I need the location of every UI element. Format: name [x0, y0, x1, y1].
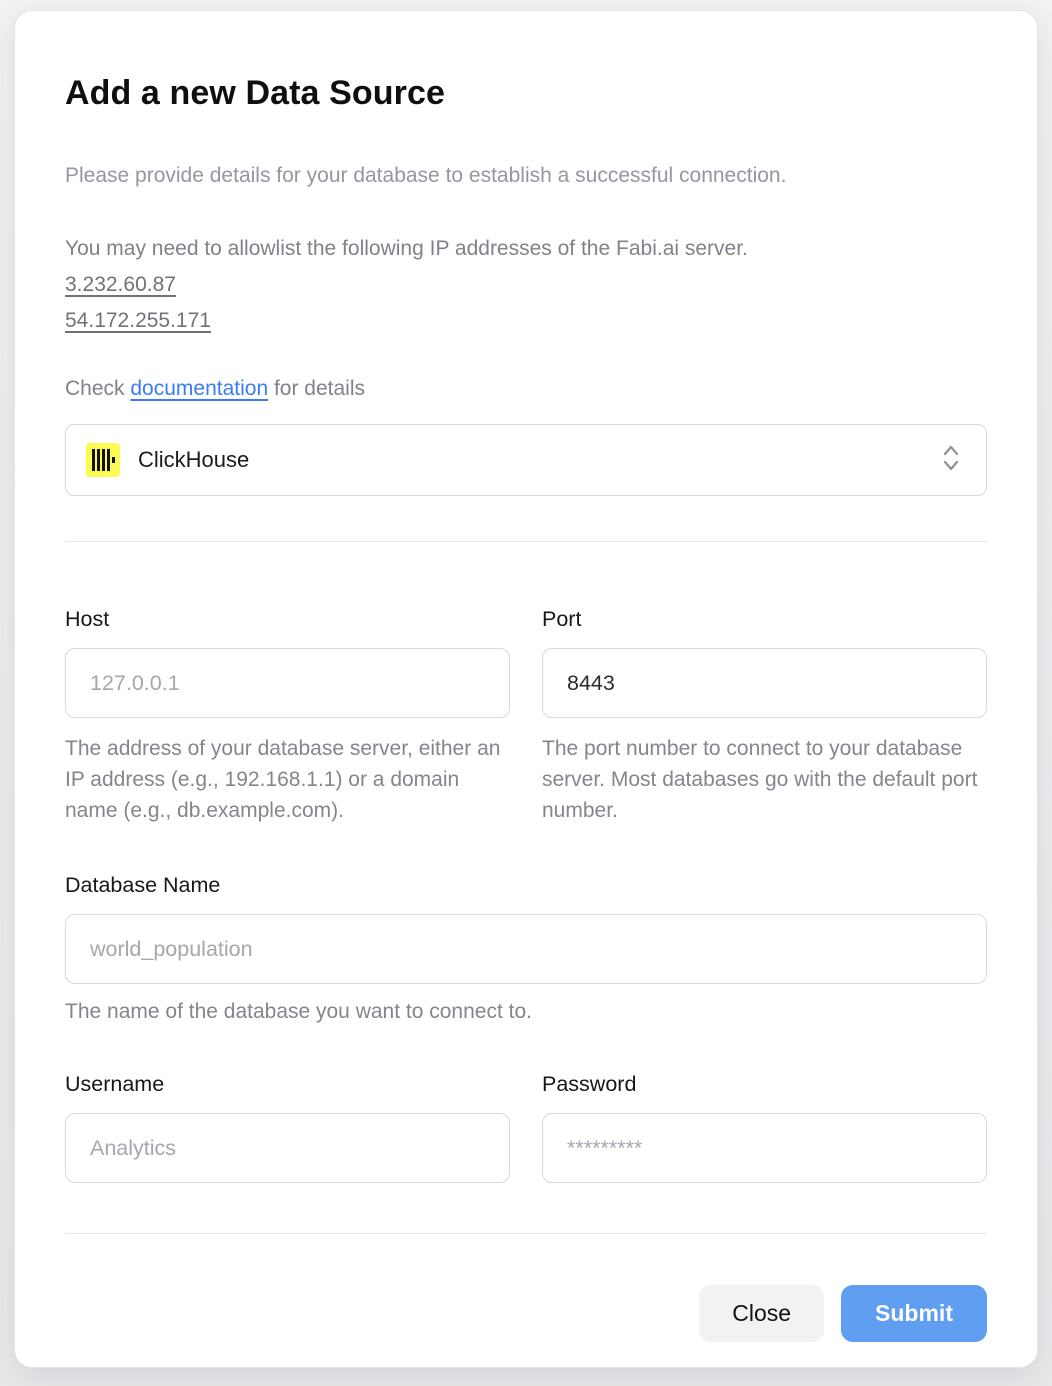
chevron-updown-icon — [940, 443, 962, 478]
documentation-link[interactable]: documentation — [130, 377, 269, 401]
database-name-input[interactable] — [65, 914, 987, 984]
allowlist-note: You may need to allowlist the following IP addresses of the Fabi.ai server. — [65, 237, 748, 261]
documentation-line — [65, 375, 987, 402]
page-title: Add a new Data Source — [65, 74, 445, 112]
password-field-group — [542, 1071, 987, 1183]
data-source-selected-value: ClickHouse — [138, 447, 250, 473]
host-port-row — [65, 606, 987, 826]
data-source-select[interactable] — [65, 424, 987, 496]
database-name-label: Database Name — [65, 873, 221, 898]
port-field-group — [542, 606, 987, 826]
divider-bottom — [65, 1233, 987, 1234]
host-field-group — [65, 606, 510, 826]
credentials-row — [65, 1071, 987, 1183]
port-label: Port — [542, 607, 582, 632]
submit-button[interactable]: Submit — [841, 1285, 987, 1342]
database-name-row — [65, 872, 987, 1025]
port-input[interactable] — [542, 648, 987, 718]
modal-footer-buttons — [65, 1285, 987, 1342]
clickhouse-logo-icon — [86, 443, 120, 477]
modal-subtitle: Please provide details for your database to establish a successful connection. — [65, 163, 787, 187]
password-label: Password — [542, 1072, 637, 1097]
doc-line-prefix: Check — [65, 377, 131, 401]
username-label: Username — [65, 1072, 165, 1097]
add-data-source-modal — [14, 10, 1038, 1368]
username-field-group — [65, 1071, 510, 1183]
host-input[interactable] — [65, 648, 510, 718]
username-input[interactable] — [65, 1113, 510, 1183]
password-input[interactable] — [542, 1113, 987, 1183]
port-help-text: The port number to connect to your database server. Most databases go with the default port number. — [542, 737, 978, 823]
doc-line-suffix: for details — [268, 377, 366, 401]
ip-address-link-2[interactable]: 54.172.255.171 — [65, 309, 211, 333]
database-name-help-text: The name of the database you want to connect to. — [65, 1000, 532, 1024]
close-button[interactable]: Close — [699, 1285, 824, 1342]
host-help-text: The address of your database server, either an IP address (e.g., 192.168.1.1) or a domain name (e.g., db.example.com). — [65, 737, 501, 823]
divider-top — [65, 541, 987, 542]
allowlist-section — [65, 231, 987, 339]
ip-address-link-1[interactable]: 3.232.60.87 — [65, 273, 176, 297]
host-label: Host — [65, 607, 110, 632]
